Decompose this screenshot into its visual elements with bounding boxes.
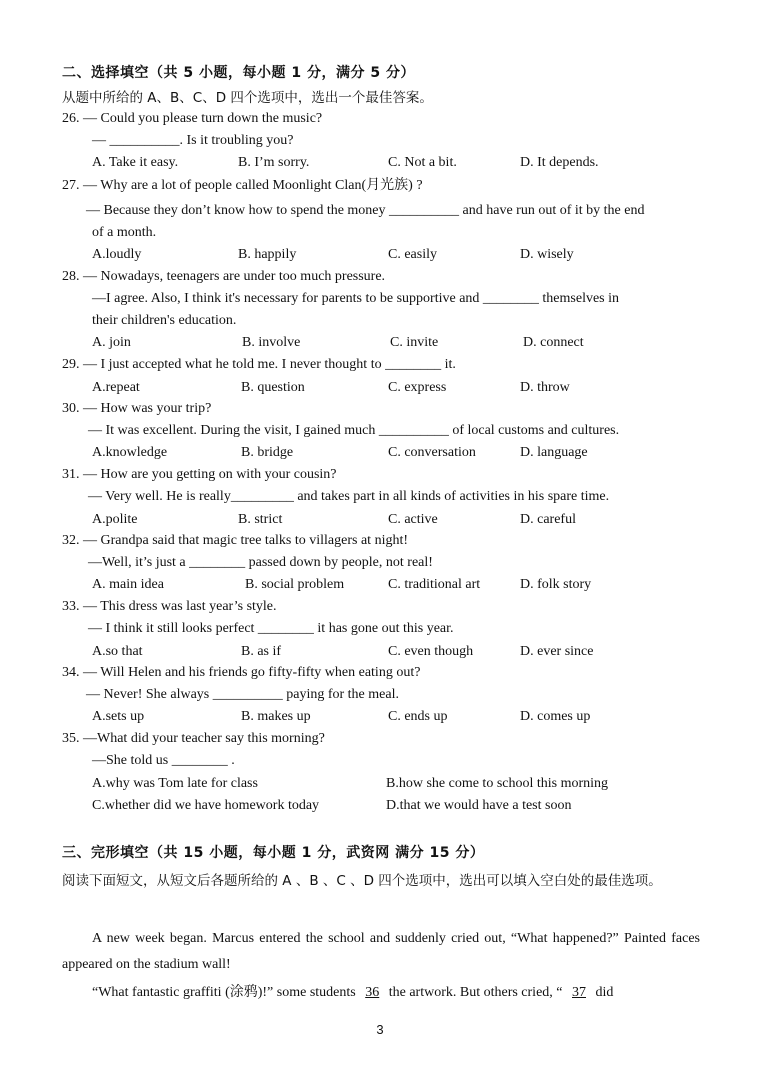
question-29: 29. — I just accepted what he told me. I never thought to ________ it.	[62, 357, 456, 372]
question-31: 31. — How are you getting on with your cousin?	[62, 467, 337, 482]
question-29-option-a: A.repeat	[92, 380, 140, 395]
question-27-line-1: — Because they don’t know how to spend the money __________ and have run out of it by the end	[86, 203, 645, 218]
question-35-line-1: —She told us ________ .	[92, 753, 235, 768]
question-34: 34. — Will Helen and his friends go fifty-fifty when eating out?	[62, 665, 421, 680]
question-35-option-d: D.that we would have a test soon	[386, 798, 572, 813]
question-28-line-1: —I agree. Also, I think it's necessary for parents to be supportive and ________ themselves in	[92, 291, 620, 306]
question-26-option-a: A. Take it easy.	[92, 155, 179, 170]
question-27-option-c: C. easily	[388, 247, 437, 262]
question-32-option-d: D. folk story	[520, 577, 592, 592]
question-29-option-b: B. question	[241, 380, 305, 395]
question-26: 26. — Could you please turn down the music?	[62, 111, 323, 126]
question-31-option-a: A.polite	[92, 512, 138, 527]
question-28: 28. — Nowadays, teenagers are under too much pressure.	[62, 269, 386, 284]
blank-37: 37	[572, 985, 586, 1000]
page-number: 3	[376, 1022, 384, 1037]
question-26-option-b: B. I’m sorry.	[238, 155, 310, 170]
question-33-option-a: A.so that	[92, 644, 143, 659]
question-26-line-1: — __________. Is it troubling you?	[92, 133, 294, 148]
question-35-option-c: C.whether did we have homework today	[92, 798, 320, 813]
passage-text-a: “What fantastic graffiti (涂鸦)!” some students	[92, 985, 356, 1000]
question-34-line-1: — Never! She always __________ paying for the meal.	[86, 687, 399, 702]
question-35-option-a: A.why was Tom late for class	[92, 776, 258, 791]
question-27-line-2: of a month.	[92, 225, 157, 240]
question-33-option-c: C. even though	[388, 644, 474, 659]
question-29-option-c: C. express	[388, 380, 447, 395]
question-34-option-d: D. comes up	[520, 709, 591, 724]
question-33-line-1: — I think it still looks perfect ________ it has gone out this year.	[88, 621, 454, 636]
section3-instruction: 阅读下面短文，从短文后各题所给的 A 、B 、C 、D 四个选项中，选出可以填入空白处的最佳选项。	[62, 873, 662, 889]
question-28-line-2: their children's education.	[92, 313, 237, 328]
question-34-option-b: B. makes up	[241, 709, 311, 724]
section2-title: 二、选择填空（共 5 小题，每小题 1 分，满分 5 分）	[62, 65, 415, 81]
question-30-option-a: A.knowledge	[92, 445, 168, 460]
question-28-option-c: C. invite	[390, 335, 439, 350]
question-30: 30. — How was your trip?	[62, 401, 212, 416]
question-27-option-a: A.loudly	[92, 247, 142, 262]
question-33-option-b: B. as if	[241, 644, 282, 659]
section3-title: 三、完形填空（共 15 小题，每小题 1 分，武资网 满分 15 分）	[62, 845, 485, 861]
question-27-option-d: D. wisely	[520, 247, 574, 262]
question-28-option-b: B. involve	[242, 335, 301, 350]
question-30-line-1: — It was excellent. During the visit, I gained much __________ of local customs and cultures.	[88, 423, 620, 438]
question-32-option-a: A. main idea	[92, 577, 164, 592]
question-32: 32. — Grandpa said that magic tree talks to villagers at night!	[62, 533, 409, 548]
passage-text-b: the artwork. But others cried, “	[388, 985, 563, 1000]
question-32-option-b: B. social problem	[245, 577, 345, 592]
question-29-option-d: D. throw	[520, 380, 570, 395]
question-32-line-1: —Well, it’s just a ________ passed down by people, not real!	[88, 555, 433, 570]
question-27: 27. — Why are a lot of people called Moonlight Clan(月光族) ?	[62, 178, 423, 193]
question-35-option-b: B.how she come to school this morning	[386, 776, 609, 791]
question-35: 35. —What did your teacher say this morning?	[62, 731, 325, 746]
passage-text-c: did	[595, 985, 614, 1000]
passage-paragraph-2	[62, 980, 700, 1006]
question-30-option-b: B. bridge	[241, 445, 294, 460]
question-34-option-c: C. ends up	[388, 709, 448, 724]
question-28-option-a: A. join	[92, 335, 131, 350]
question-26-option-d: D. It depends.	[520, 155, 599, 170]
question-30-option-c: C. conversation	[388, 445, 476, 460]
question-31-line-1: — Very well. He is really_________ and takes part in all kinds of activities in his spare time.	[88, 489, 610, 504]
question-26-option-c: C. Not a bit.	[388, 155, 457, 170]
passage-paragraph-1: A new week began. Marcus entered the school and suddenly cried out, “What happened?” Painted faces appeared on the stadium wall!	[62, 931, 700, 972]
blank-36: 36	[365, 985, 380, 1000]
question-32-option-c: C. traditional art	[388, 577, 481, 592]
question-27-option-b: B. happily	[238, 247, 297, 262]
question-33-option-d: D. ever since	[520, 644, 594, 659]
question-31-option-b: B. strict	[238, 512, 283, 527]
question-28-option-d: D. connect	[523, 335, 584, 350]
question-30-option-d: D. language	[520, 445, 588, 460]
question-33: 33. — This dress was last year’s style.	[62, 599, 277, 614]
section2-instruction: 从题中所给的 A、B、C、D 四个选项中，选出一个最佳答案。	[62, 90, 433, 106]
question-34-option-a: A.sets up	[92, 709, 145, 724]
question-31-option-c: C. active	[388, 512, 438, 527]
question-31-option-d: D. careful	[520, 512, 576, 527]
